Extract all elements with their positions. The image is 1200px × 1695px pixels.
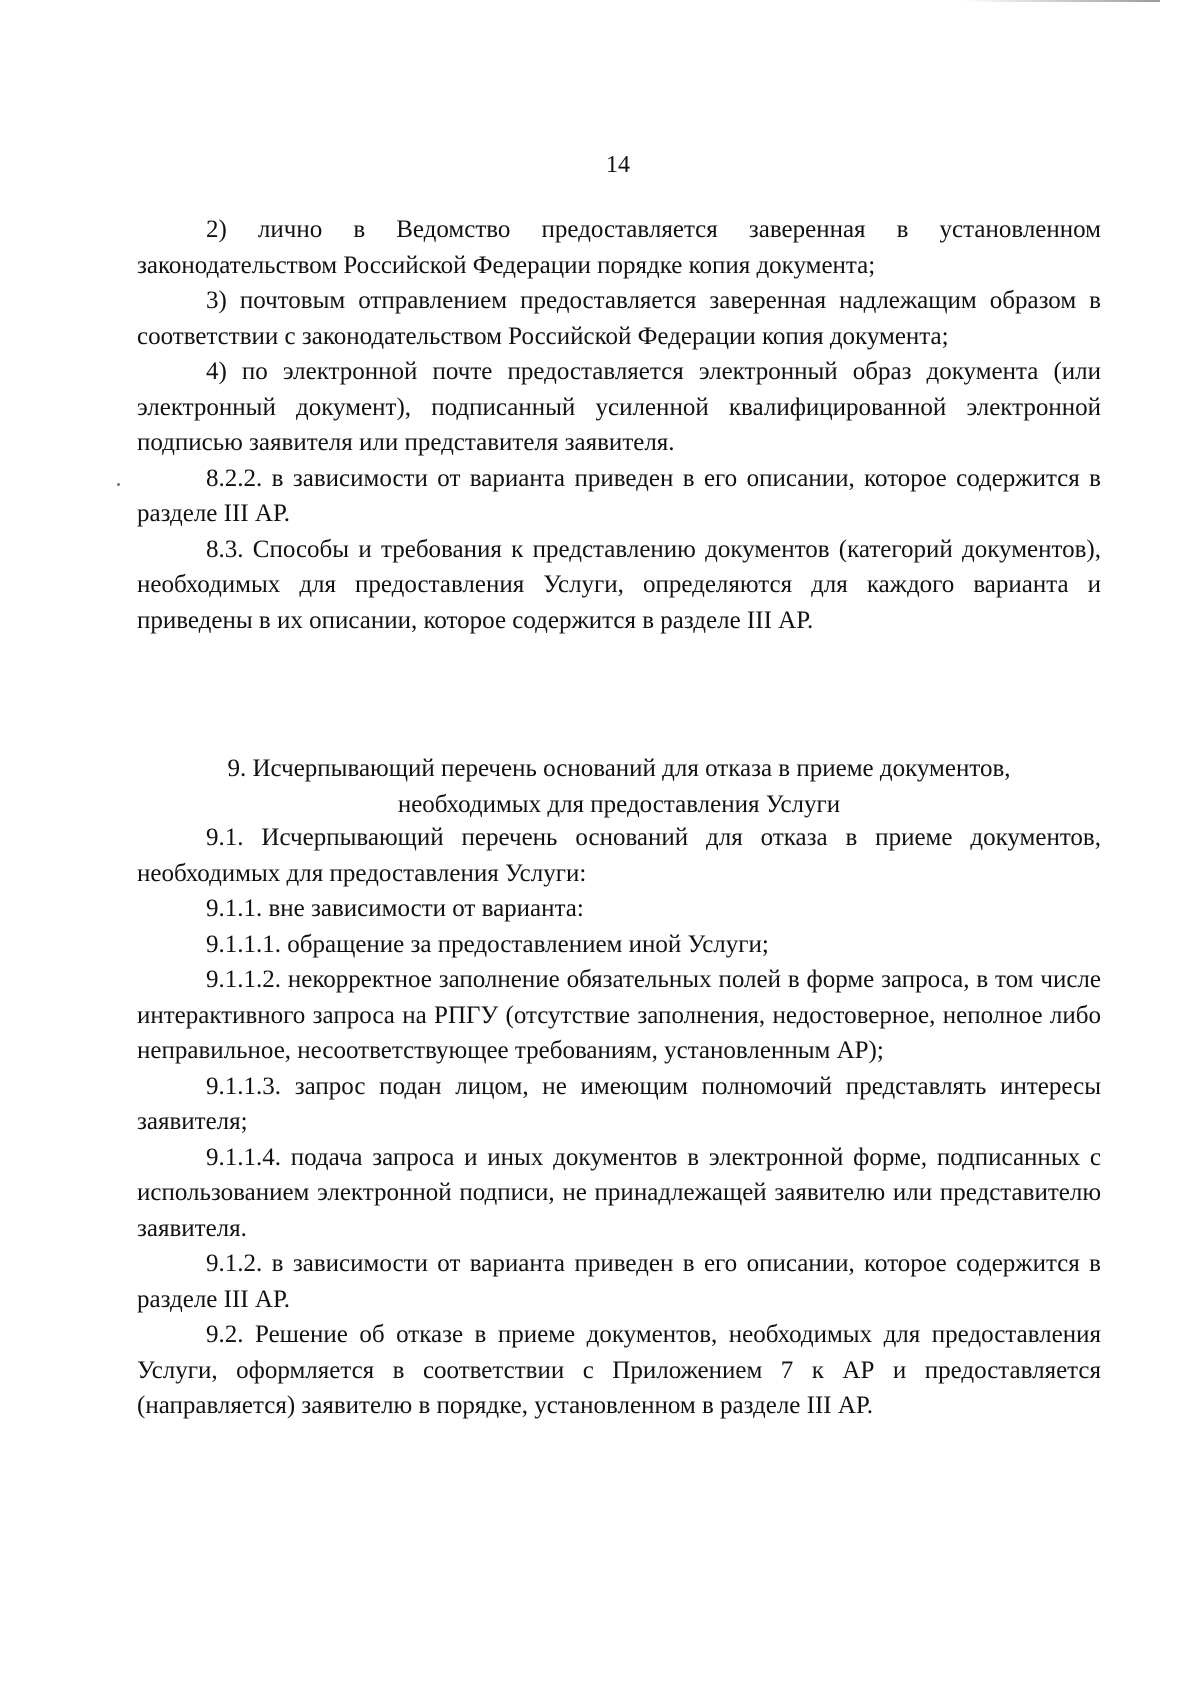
paragraph-8-3: 8.3. Способы и требования к представлению документов (категорий документов), необходимых для предоставления Услуги, определяются для каждого варианта и приведены в их описании, которое содержится в разделе III АР. bbox=[137, 535, 1101, 634]
page-number: 14 bbox=[606, 152, 630, 178]
paragraph-9-2: 9.2. Решение об отказе в приеме документов, необходимых для предоставления Услуги, оформляется в соответствии с Приложением 7 к АР и предоставляется (направляется) заявителю в порядке, установленном в разделе III АР. bbox=[137, 1321, 1101, 1419]
paragraph-item-2-in-person: 2) лично в Ведомство предоставляется заверенная в установленном законодательством Российской Федерации порядке копия документа; bbox=[137, 216, 1101, 279]
body-text-top bbox=[137, 212, 1101, 638]
scan-edge-line bbox=[960, 0, 1160, 2]
body-text-bottom bbox=[137, 820, 1101, 1424]
scan-speck bbox=[117, 483, 120, 486]
paragraph-9-1-1-3: 9.1.1.3. запрос подан лицом, не имеющим полномочий представлять интересы заявителя; bbox=[137, 1072, 1101, 1135]
section-heading-line-1: 9. Исчерпывающий перечень оснований для отказа в приеме документов, bbox=[227, 755, 1011, 782]
section-9-heading bbox=[137, 751, 1101, 822]
paragraph-9-1-1-2: 9.1.1.2. некорректное заполнение обязательных полей в форме запроса, в том числе интерактивного запроса на РПГУ (отсутствие заполнения, недостоверное, неполное либо неправильное, несоответствующее требованиям, установленным АР); bbox=[137, 966, 1101, 1064]
paragraph-9-1: 9.1. Исчерпывающий перечень оснований для отказа в приеме документов, необходимых для предоставления Услуги: bbox=[137, 824, 1101, 887]
paragraph-9-1-2: 9.1.2. в зависимости от варианта приведен в его описании, которое содержится в разделе III АР. bbox=[137, 1250, 1101, 1313]
paragraph-8-2-2: 8.2.2. в зависимости от варианта приведен в его описании, которое содержится в разделе III АР. bbox=[137, 464, 1101, 527]
paragraph-item-3-by-mail: 3) почтовым отправлением предоставляется заверенная надлежащим образом в соответствии с законодательством Российской Федерации копия документа; bbox=[137, 287, 1101, 350]
paragraph-9-1-1-1: 9.1.1.1. обращение за предоставлением иной Услуги; bbox=[206, 930, 769, 958]
section-heading-line-2: необходимых для предоставления Услуги bbox=[397, 790, 841, 818]
paragraph-9-1-1: 9.1.1. вне зависимости от варианта: bbox=[206, 895, 584, 922]
paragraph-9-1-1-4: 9.1.1.4. подача запроса и иных документов в электронной форме, подписанных с использованием электронной подписи, не принадлежащей заявителю или представителю заявителя. bbox=[137, 1143, 1101, 1242]
paragraph-item-4-by-email: 4) по электронной почте предоставляется электронный образ документа (или электронный документ), подписанный усиленной квалифицированной электронной подписью заявителя или представителя заявителя. bbox=[137, 358, 1101, 456]
